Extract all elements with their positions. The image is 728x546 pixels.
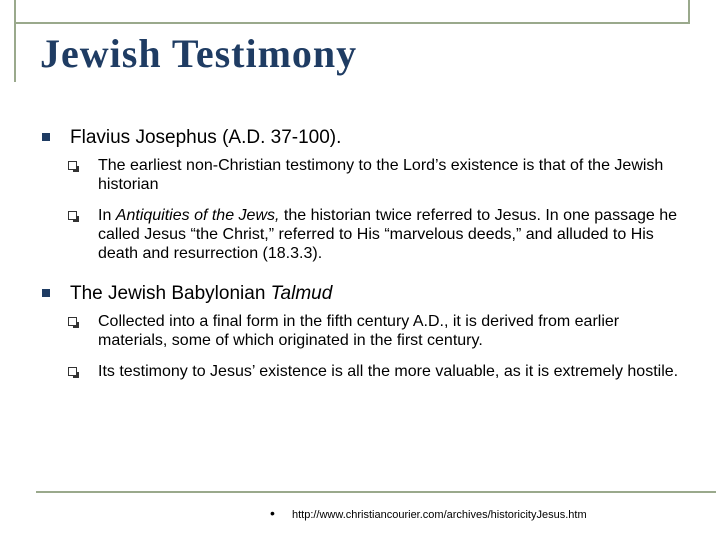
list-item-text: The earliest non-Christian testimony to the Lord’s existence is that of the Jewish historian xyxy=(98,157,664,193)
section-heading xyxy=(70,282,688,305)
section-heading-italic: Talmud xyxy=(270,283,333,304)
section-talmud xyxy=(48,282,688,305)
square-bullet-icon xyxy=(42,133,50,141)
list-item-text: Collected into a final form in the fifth century A.D., it is derived from earlier materials, some of which originated in the first century. xyxy=(98,313,620,349)
slide-body xyxy=(48,126,688,381)
list-item xyxy=(48,156,688,194)
footer-source xyxy=(270,505,587,521)
square-bullet-icon xyxy=(42,289,50,297)
frame-right-rule xyxy=(688,0,690,22)
hollow-square-bullet-icon xyxy=(68,161,77,170)
list-item-text-pre: In xyxy=(98,207,116,224)
list-item xyxy=(48,362,688,381)
frame-top-rule xyxy=(14,22,690,24)
frame-left-rule xyxy=(14,0,16,82)
list-item xyxy=(48,206,688,263)
hollow-square-bullet-icon xyxy=(68,317,77,326)
section-heading-pre: The Jewish Babylonian xyxy=(70,283,271,304)
section-josephus xyxy=(48,126,688,149)
hollow-square-bullet-icon xyxy=(68,367,77,376)
list-item-text: Its testimony to Jesus’ existence is all the more valuable, as it is extremely hostile. xyxy=(98,363,679,380)
slide-title: Jewish Testimony xyxy=(40,31,358,76)
footer-rule xyxy=(36,491,716,493)
section-heading: Flavius Josephus (A.D. 37-100). xyxy=(70,127,342,148)
list-item xyxy=(48,312,688,350)
list-item-text-post: the historian twice referred to Jesus. In one passage he called Jesus “the Christ,” referred to His “marvelous deeds,” and alluded to His death and resurrection (18.3.3). xyxy=(98,207,677,262)
book-title: Antiquities of the Jews, xyxy=(115,207,280,224)
footer-bullet: • xyxy=(270,505,275,521)
source-link[interactable]: http://www.christiancourier.com/archives/historicityJesus.htm xyxy=(291,509,587,521)
hollow-square-bullet-icon xyxy=(68,211,77,220)
